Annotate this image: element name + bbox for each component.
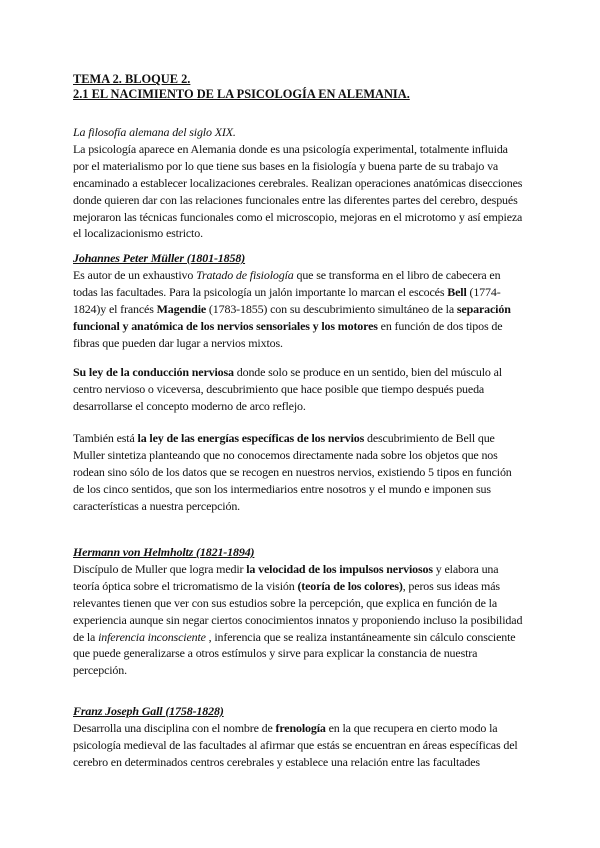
muller-p1-text-a: Es autor de un exhaustivo bbox=[73, 267, 197, 282]
gall-title: Franz Joseph Gall (1758-1828) bbox=[73, 704, 224, 718]
muller-paragraph-1 bbox=[73, 267, 523, 352]
muller-p1-text-c: que se transforma en el libro de cabecera en todas las facultades. Para la psicología un jalón importante lo marcan el escocés bbox=[73, 267, 501, 299]
gall-section bbox=[73, 703, 523, 771]
helmholtz-title: Hermann von Helmholtz (1821-1894) bbox=[73, 545, 255, 559]
intro-section bbox=[73, 124, 523, 242]
helmholtz-p1-colors: (teoría de los colores) bbox=[297, 578, 403, 593]
muller-p3-law: la ley de las energías específicas de los nervios bbox=[137, 431, 365, 445]
muller-p1-bell: Bell bbox=[447, 284, 467, 299]
muller-p3-text-a: También está bbox=[73, 431, 138, 445]
gall-p1-text-a: Desarrolla una disciplina con el nombre de bbox=[73, 720, 276, 735]
muller-p1-book-title: Tratado de fisiología bbox=[196, 267, 294, 282]
helmholtz-p1-text-a: Discípulo de Muller que logra medir bbox=[73, 561, 247, 576]
muller-section bbox=[73, 250, 523, 351]
muller-paragraph-3 bbox=[73, 430, 523, 515]
muller-p3-text-c: descubrimiento de Bell que Muller sintetiza planteando que no conocemos directamente nada sobre los objetos que nos rodean sino sólo de los datos que se recogen en nuestros nervios, existiendo 5 tipos en función de los cinco sentidos, que son los intermediarios entre nosotros y el mundo e imponen sus características a nuestra percepción. bbox=[73, 431, 512, 513]
muller-p1-text-e: (1774-1824)y el francés bbox=[73, 284, 501, 316]
intro-subtitle: La filosofía alemana del siglo XIX. bbox=[73, 125, 236, 139]
helmholtz-p1-text-e: , peros sus ideas más relevantes tienen que ver con sus estudios sobre la percepción, que explica en función de la experiencia aunque sin negar ciertos conocimientos innatos y proponiendo incluso la posibilidad de la bbox=[73, 578, 523, 644]
muller-paragraph-2 bbox=[73, 364, 523, 415]
muller-p2-law: Su ley de la conducción nerviosa bbox=[73, 365, 234, 379]
header-subtitle: 2.1 EL NACIMIENTO DE LA PSICOLOGÍA EN ALEMANIA. bbox=[73, 87, 410, 101]
gall-p1-text-c: en la que recupera en cierto modo la psicología medieval de las facultades al afirmar que estás se encuentran en áreas específicas del cerebro en determinados centros cerebrales y establece una relación entre las facultades bbox=[73, 720, 518, 769]
muller-energy-section bbox=[73, 430, 523, 515]
helmholtz-section bbox=[73, 544, 523, 679]
muller-law-section bbox=[73, 364, 523, 415]
muller-p1-separation: separación funcional y anatómica de los nervios sensoriales y los motores bbox=[73, 301, 511, 333]
header-title: TEMA 2. BLOQUE 2. bbox=[73, 72, 191, 86]
muller-title: Johannes Peter Müller (1801-1858) bbox=[73, 251, 246, 265]
document-header bbox=[73, 72, 523, 102]
gall-paragraph-1 bbox=[73, 720, 523, 771]
intro-paragraph: La psicología aparece en Alemania donde es una psicología experimental, totalmente influida por el materialismo por lo que tiene sus bases en la fisiología y buena parte de su trabajo va encaminado a establecer localizaciones cerebrales. Realizan operaciones anatómicas disecciones donde quieren dar con las relaciones funcionales entre las diferentes partes del cerebro, después mejoraron las técnicas funcionales como el microscopio, mejoras en el microtomo y así empieza el localizacionismo estricto. bbox=[73, 141, 523, 241]
helmholtz-paragraph-1 bbox=[73, 561, 523, 679]
gall-p1-phrenology: frenología bbox=[275, 720, 326, 735]
muller-p1-text-g: (1783-1855) con su descubrimiento simultáneo de la bbox=[206, 301, 457, 316]
helmholtz-p1-speed: la velocidad de los impulsos nerviosos bbox=[246, 561, 433, 576]
helmholtz-p1-inference: inferencia inconsciente bbox=[98, 629, 206, 644]
muller-p1-magendie: Magendie bbox=[156, 301, 207, 316]
muller-p2-text: donde solo se produce en un sentido, bien del músculo al centro nervioso o viceversa, descubrimiento que hace posible que tiempo después pueda desarrollarse el concepto moderno de arco reflejo. bbox=[73, 365, 502, 413]
helmholtz-p1-text-c: y elabora una teoría óptica sobre el tricromatismo de la visión bbox=[73, 561, 499, 593]
muller-p1-text-i: en función de dos tipos de fibras que pueden dar lugar a nervios mixtos. bbox=[73, 318, 503, 350]
helmholtz-p1-text-g: , inferencia que se realiza instantáneamente sin cálculo consciente que puede generalizarse a otros estímulos y sirve para explicar la constancia de nuestra percepción. bbox=[73, 629, 516, 678]
